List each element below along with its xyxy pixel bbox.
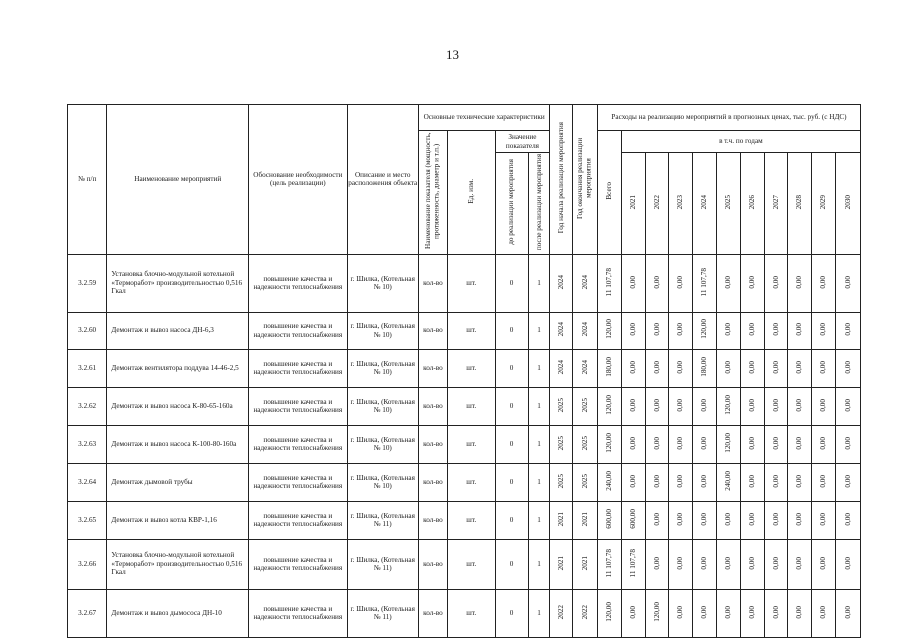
row-name: Демонтаж и вывоз котла КВР-1,16: [107, 501, 249, 539]
row-name: Демонтаж и вывоз насоса ДН-6,3: [107, 312, 249, 349]
row-year-value: 0,00: [788, 349, 812, 387]
row-year-value: 0,00: [740, 387, 764, 425]
row-year-value: 0,00: [669, 387, 693, 425]
row-justification: повышение качества и надежности теплоснабжения: [249, 349, 347, 387]
row-year-value: 0,00: [835, 589, 860, 637]
header-costs: Расходы на реализацию мероприятий в прогнозных ценах, тыс. руб. (с НДС): [597, 105, 860, 131]
row-year-value: 0,00: [621, 589, 645, 637]
row-year-value: 240,00: [716, 463, 740, 501]
row-indicator: кол-во: [418, 349, 447, 387]
row-before: 0: [495, 387, 528, 425]
row-year-value: 0,00: [669, 312, 693, 349]
row-total: 120,00: [597, 425, 621, 463]
row-year-value: 0,00: [812, 463, 836, 501]
row-justification: повышение качества и надежности теплоснабжения: [249, 539, 347, 589]
row-year-value: 0,00: [812, 254, 836, 312]
row-year-value: 0,00: [693, 501, 717, 539]
row-year-value: 0,00: [740, 254, 764, 312]
header-justification: Обоснование необходимости (цель реализации): [249, 105, 347, 255]
row-year-value: 0,00: [621, 463, 645, 501]
row-unit: шт.: [447, 387, 495, 425]
row-unit: шт.: [447, 501, 495, 539]
row-year-end: 2024: [573, 254, 598, 312]
row-unit: шт.: [447, 589, 495, 637]
header-tech: Основные технические характеристики: [418, 105, 549, 131]
row-total: 240,00: [597, 463, 621, 501]
row-after: 1: [528, 254, 550, 312]
row-justification: повышение качества и надежности теплоснабжения: [249, 312, 347, 349]
row-location: г. Шилка, (Котельная № 10): [347, 312, 418, 349]
row-year-value: 0,00: [621, 349, 645, 387]
row-num: 3.2.67: [68, 589, 107, 637]
row-year-value: 0,00: [740, 589, 764, 637]
row-year-start: 2021: [550, 539, 573, 589]
row-year-value: 11 107,78: [693, 254, 717, 312]
row-year-value: 0,00: [835, 501, 860, 539]
row-year-value: 0,00: [812, 312, 836, 349]
row-year-start: 2025: [550, 463, 573, 501]
row-num: 3.2.65: [68, 501, 107, 539]
row-before: 0: [495, 539, 528, 589]
row-unit: шт.: [447, 349, 495, 387]
row-indicator: кол-во: [418, 312, 447, 349]
row-year-value: 0,00: [788, 425, 812, 463]
row-unit: шт.: [447, 463, 495, 501]
row-total: 11 107,78: [597, 539, 621, 589]
row-total: 120,00: [597, 589, 621, 637]
row-year-value: 0,00: [645, 387, 669, 425]
header-year: 2030: [835, 153, 860, 254]
row-name: Установка блочно-модульной котельной «Терморабот» производительностью 0,516 Гкал: [107, 254, 249, 312]
row-year-value: 0,00: [693, 539, 717, 589]
row-year-value: 0,00: [764, 349, 788, 387]
row-total: 600,00: [597, 501, 621, 539]
row-year-end: 2021: [573, 539, 598, 589]
row-location: г. Шилка, (Котельная № 11): [347, 589, 418, 637]
table-row: [68, 425, 861, 463]
row-justification: повышение качества и надежности теплоснабжения: [249, 589, 347, 637]
row-year-value: 0,00: [812, 349, 836, 387]
row-year-value: 0,00: [764, 501, 788, 539]
table-row: [68, 539, 861, 589]
row-unit: шт.: [447, 425, 495, 463]
row-unit: шт.: [447, 539, 495, 589]
row-num: 3.2.62: [68, 387, 107, 425]
row-after: 1: [528, 312, 550, 349]
row-justification: повышение качества и надежности теплоснабжения: [249, 501, 347, 539]
row-after: 1: [528, 349, 550, 387]
row-unit: шт.: [447, 254, 495, 312]
row-justification: повышение качества и надежности теплоснабжения: [249, 463, 347, 501]
row-year-value: 0,00: [812, 501, 836, 539]
row-location: г. Шилка, (Котельная № 11): [347, 539, 418, 589]
table-row: [68, 463, 861, 501]
row-year-start: 2024: [550, 312, 573, 349]
row-year-value: 0,00: [764, 312, 788, 349]
row-year-value: 120,00: [645, 589, 669, 637]
row-before: 0: [495, 589, 528, 637]
row-year-value: 0,00: [669, 425, 693, 463]
header-year: 2024: [693, 153, 717, 254]
row-year-value: 0,00: [812, 425, 836, 463]
row-total: 120,00: [597, 387, 621, 425]
row-year-value: 0,00: [669, 501, 693, 539]
row-year-value: 0,00: [716, 501, 740, 539]
row-year-value: 120,00: [716, 425, 740, 463]
header-year: 2028: [788, 153, 812, 254]
row-year-end: 2024: [573, 349, 598, 387]
header-year: 2029: [812, 153, 836, 254]
row-year-end: 2021: [573, 501, 598, 539]
header-total: Всего: [597, 131, 621, 255]
row-year-value: 0,00: [693, 387, 717, 425]
row-year-value: 0,00: [645, 254, 669, 312]
row-year-value: 11 107,78: [621, 539, 645, 589]
row-indicator: кол-во: [418, 463, 447, 501]
row-year-value: 0,00: [669, 254, 693, 312]
row-indicator: кол-во: [418, 254, 447, 312]
row-total: 11 107,78: [597, 254, 621, 312]
header-year-start: Год начала реализации мероприятия: [550, 105, 573, 255]
row-year-value: 0,00: [645, 312, 669, 349]
row-year-start: 2024: [550, 254, 573, 312]
row-year-value: 120,00: [716, 387, 740, 425]
row-num: 3.2.64: [68, 463, 107, 501]
row-year-value: 0,00: [645, 539, 669, 589]
row-indicator: кол-во: [418, 425, 447, 463]
header-name: Наименование мероприятий: [107, 105, 249, 255]
header-year: 2022: [645, 153, 669, 254]
row-year-start: 2025: [550, 425, 573, 463]
header-value: Значение показателя: [495, 131, 550, 153]
row-location: г. Шилка, (Котельная № 10): [347, 254, 418, 312]
row-year-end: 2025: [573, 425, 598, 463]
row-year-start: 2025: [550, 387, 573, 425]
row-year-value: 0,00: [740, 463, 764, 501]
row-before: 0: [495, 425, 528, 463]
header-year: 2027: [764, 153, 788, 254]
row-year-value: 0,00: [788, 312, 812, 349]
row-location: г. Шилка, (Котельная № 10): [347, 425, 418, 463]
row-justification: повышение качества и надежности теплоснабжения: [249, 254, 347, 312]
row-year-value: 0,00: [693, 463, 717, 501]
table-row: [68, 349, 861, 387]
row-before: 0: [495, 463, 528, 501]
row-indicator: кол-во: [418, 387, 447, 425]
row-location: г. Шилка, (Котельная № 10): [347, 387, 418, 425]
row-year-value: 0,00: [716, 539, 740, 589]
row-year-value: 0,00: [693, 589, 717, 637]
table-row: [68, 589, 861, 637]
row-year-value: 0,00: [764, 589, 788, 637]
row-year-value: 0,00: [621, 254, 645, 312]
row-year-end: 2022: [573, 589, 598, 637]
row-year-value: 0,00: [788, 501, 812, 539]
page-number: 13: [446, 47, 459, 62]
row-after: 1: [528, 539, 550, 589]
row-year-value: 0,00: [740, 501, 764, 539]
header-before: до реализации мероприятия: [495, 153, 528, 254]
header-unit: Ед. изм.: [447, 131, 495, 255]
row-year-value: 0,00: [645, 425, 669, 463]
header-after: после реализации мероприятия: [528, 153, 550, 254]
row-year-value: 0,00: [764, 254, 788, 312]
header-year: 2021: [621, 153, 645, 254]
row-year-value: 0,00: [621, 425, 645, 463]
row-num: 3.2.63: [68, 425, 107, 463]
row-year-end: 2025: [573, 387, 598, 425]
row-unit: шт.: [447, 312, 495, 349]
row-year-value: 0,00: [716, 312, 740, 349]
row-name: Демонтаж и вывоз дымососа ДН-10: [107, 589, 249, 637]
header-year: 2023: [669, 153, 693, 254]
row-after: 1: [528, 387, 550, 425]
row-year-value: 0,00: [835, 463, 860, 501]
row-year-value: 0,00: [669, 349, 693, 387]
row-location: г. Шилка, (Котельная № 10): [347, 463, 418, 501]
row-year-value: 0,00: [669, 539, 693, 589]
table-row: [68, 387, 861, 425]
row-before: 0: [495, 312, 528, 349]
row-name: Демонтаж дымовой трубы: [107, 463, 249, 501]
row-before: 0: [495, 501, 528, 539]
row-after: 1: [528, 463, 550, 501]
row-year-value: 600,00: [621, 501, 645, 539]
row-year-start: 2022: [550, 589, 573, 637]
table-row: [68, 501, 861, 539]
row-indicator: кол-во: [418, 539, 447, 589]
row-year-value: 0,00: [812, 589, 836, 637]
row-num: 3.2.59: [68, 254, 107, 312]
row-year-value: 120,00: [693, 312, 717, 349]
row-year-value: 0,00: [740, 312, 764, 349]
row-year-value: 0,00: [645, 501, 669, 539]
row-year-value: 0,00: [669, 589, 693, 637]
row-year-value: 0,00: [835, 349, 860, 387]
row-after: 1: [528, 501, 550, 539]
row-after: 1: [528, 425, 550, 463]
header-year: 2025: [716, 153, 740, 254]
row-year-end: 2024: [573, 312, 598, 349]
row-year-value: 0,00: [788, 539, 812, 589]
row-before: 0: [495, 349, 528, 387]
row-year-value: 0,00: [835, 254, 860, 312]
row-year-value: 0,00: [812, 539, 836, 589]
row-location: г. Шилка, (Котельная № 10): [347, 349, 418, 387]
row-indicator: кол-во: [418, 501, 447, 539]
row-year-value: 0,00: [764, 387, 788, 425]
table-row: [68, 312, 861, 349]
row-total: 180,00: [597, 349, 621, 387]
row-year-value: 0,00: [788, 463, 812, 501]
header-indicator-name: Наименование показателя (мощность, протяженность, диаметр и т.п.): [418, 131, 447, 255]
header-year-end: Год окончания реализации мероприятия: [573, 105, 598, 255]
header-by-years: в т.ч. по годам: [621, 131, 860, 153]
table-row: [68, 254, 861, 312]
row-year-value: 0,00: [716, 349, 740, 387]
row-year-value: 0,00: [764, 463, 788, 501]
row-num: 3.2.66: [68, 539, 107, 589]
row-year-value: 0,00: [788, 254, 812, 312]
measures-table: [67, 104, 861, 638]
row-year-value: 0,00: [716, 589, 740, 637]
row-year-value: 0,00: [740, 349, 764, 387]
row-justification: повышение качества и надежности теплоснабжения: [249, 387, 347, 425]
row-year-value: 0,00: [835, 387, 860, 425]
row-year-value: 0,00: [645, 349, 669, 387]
row-year-value: 0,00: [835, 539, 860, 589]
row-year-value: 0,00: [788, 589, 812, 637]
header-year: 2026: [740, 153, 764, 254]
row-year-value: 0,00: [812, 387, 836, 425]
row-name: Установка блочно-модульной котельной «Терморабот» производительностью 0,516 Гкал: [107, 539, 249, 589]
row-before: 0: [495, 254, 528, 312]
row-year-value: 0,00: [740, 539, 764, 589]
row-num: 3.2.60: [68, 312, 107, 349]
row-year-value: 0,00: [764, 539, 788, 589]
row-year-value: 0,00: [835, 312, 860, 349]
row-name: Демонтаж и вывоз насоса К-100-80-160а: [107, 425, 249, 463]
row-indicator: кол-во: [418, 589, 447, 637]
row-year-value: 0,00: [621, 312, 645, 349]
row-year-value: 0,00: [788, 387, 812, 425]
row-year-value: 180,00: [693, 349, 717, 387]
row-year-value: 0,00: [645, 463, 669, 501]
row-year-value: 0,00: [669, 463, 693, 501]
row-year-start: 2024: [550, 349, 573, 387]
row-year-end: 2025: [573, 463, 598, 501]
header-location: Описание и место расположения объекта: [347, 105, 418, 255]
row-total: 120,00: [597, 312, 621, 349]
header-num: № п/п: [68, 105, 107, 255]
row-name: Демонтаж вентилятора поддува 14-46-2,5: [107, 349, 249, 387]
row-num: 3.2.61: [68, 349, 107, 387]
row-year-value: 0,00: [740, 425, 764, 463]
row-after: 1: [528, 589, 550, 637]
row-year-value: 0,00: [693, 425, 717, 463]
row-justification: повышение качества и надежности теплоснабжения: [249, 425, 347, 463]
row-year-value: 0,00: [764, 425, 788, 463]
row-name: Демонтаж и вывоз насоса К-80-65-160а: [107, 387, 249, 425]
row-year-value: 0,00: [621, 387, 645, 425]
row-year-start: 2021: [550, 501, 573, 539]
row-year-value: 0,00: [835, 425, 860, 463]
row-year-value: 0,00: [716, 254, 740, 312]
row-location: г. Шилка, (Котельная № 11): [347, 501, 418, 539]
